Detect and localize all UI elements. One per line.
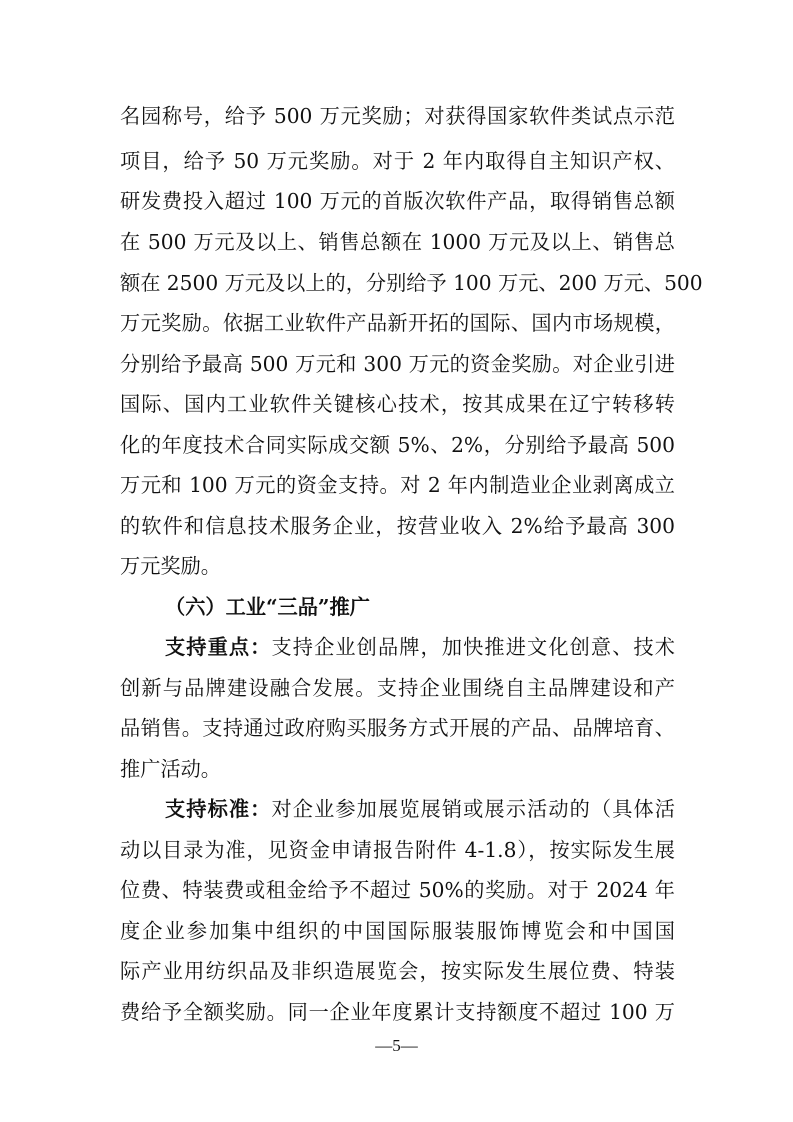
paragraph-line: 度企业参加集中组织的中国国际服装服饰博览会和中国国	[120, 919, 675, 943]
support-focus-first-line	[165, 632, 675, 662]
paragraph-line: 分别给予最高 500 万元和 300 万元的资金奖励。对企业引进	[120, 352, 675, 376]
paragraph-line: 国际、国内工业软件关键核心技术，按其成果在辽宁转移转	[120, 392, 675, 416]
paragraph-line: 万元奖励。依据工业软件产品新开拓的国际、国内市场规模，	[120, 311, 675, 335]
paragraph-line: 费给予全额奖励。同一企业年度累计支持额度不超过 100 万	[120, 1000, 675, 1024]
paragraph-line: 的软件和信息技术服务企业，按营业收入 2%给予最高 300	[120, 514, 675, 538]
support-focus-label: 支持重点：	[165, 635, 272, 659]
paragraph-line: 动以目录为准，见资金申请报告附件 4-1.8），按实际发生展	[120, 838, 675, 862]
paragraph-line: 名园称号，给予 500 万元奖励；对获得国家软件类试点示范	[120, 104, 675, 128]
support-focus-text: 支持企业创品牌，加快推进文化创意、技术	[271, 635, 675, 659]
support-standard-first-line	[165, 794, 675, 824]
paragraph-line: 在 500 万元及以上、销售总额在 1000 万元及以上、销售总	[120, 230, 675, 254]
section-heading: （六）工业“三品”推广	[165, 595, 370, 619]
paragraph-line: 际产业用纺织品及非织造展览会，按实际发生展位费、特装	[120, 959, 675, 983]
support-standard-label: 支持标准：	[165, 797, 272, 821]
paragraph-line: 研发费投入超过 100 万元的首版次软件产品，取得销售总额	[120, 189, 675, 213]
paragraph-line: 化的年度技术合同实际成交额 5%、2%，分别给予最高 500	[120, 433, 675, 457]
paragraph-line: 万元奖励。	[120, 554, 221, 578]
paragraph-line: 项目，给予 50 万元奖励。对于 2 年内取得自主知识产权、	[120, 149, 675, 173]
support-standard-text: 对企业参加展览展销或展示活动的（具体活	[271, 797, 675, 821]
paragraph-line: 推广活动。	[120, 757, 221, 781]
paragraph-line: 创新与品牌建设融合发展。支持企业围绕自主品牌建设和产	[120, 676, 675, 700]
page-number: —5—	[375, 1036, 418, 1055]
paragraph-line: 万元和 100 万元的资金支持。对 2 年内制造业企业剥离成立	[120, 473, 675, 497]
paragraph-line: 品销售。支持通过政府购买服务方式开展的产品、品牌培育、	[120, 716, 675, 740]
paragraph-line: 额在 2500 万元及以上的，分别给予 100 万元、200 万元、500	[120, 271, 703, 295]
paragraph-line: 位费、特装费或租金给予不超过 50%的奖励。对于 2024 年	[120, 878, 675, 902]
